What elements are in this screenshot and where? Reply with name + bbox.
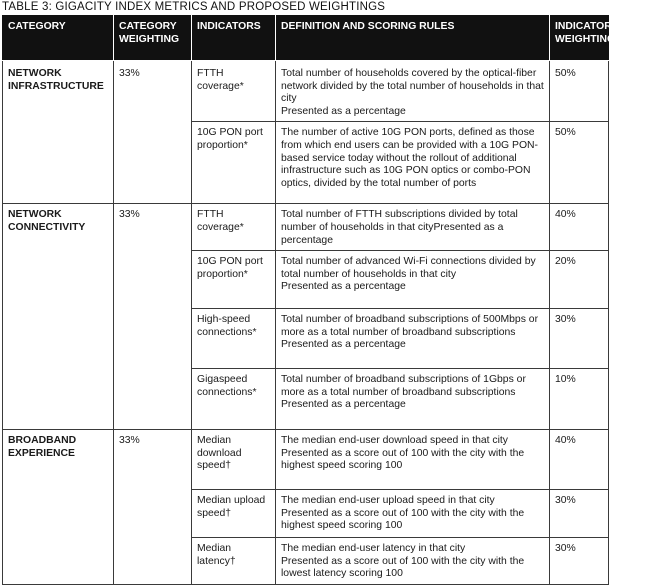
indicator-name: Median upload speed† xyxy=(192,490,276,538)
indicator-weighting: 50% xyxy=(550,61,609,122)
definition-line: Presented as a percentage xyxy=(281,105,406,117)
header-row xyxy=(3,16,609,61)
definition-line: Presented as a score out of 100 with the city with the lowest latency scoring 100 xyxy=(281,555,525,580)
indicator-weighting: 30% xyxy=(550,309,609,369)
indicator-weighting: 30% xyxy=(550,538,609,585)
header-indicators: INDICATORS xyxy=(192,16,276,61)
indicator-weighting: 10% xyxy=(550,369,609,430)
indicator-name: Gigaspeed connections* xyxy=(192,369,276,430)
definition-line: The median end-user latency in that city xyxy=(281,543,466,555)
definition-cell xyxy=(276,369,550,430)
definition-line: The number of active 10G PON ports, defined as those from which end users can be provided with a 10G PON-based service today without the rollout of additional infrastructure such as 10G PON optics or combo-PON optics, divided by the total number of ports xyxy=(281,127,539,189)
definition-cell xyxy=(276,61,550,122)
definition-line: The median end-user download speed in that city xyxy=(281,435,509,447)
indicator-name: FTTH coverage* xyxy=(192,61,276,122)
indicator-weighting: 40% xyxy=(550,430,609,490)
indicator-name: 10G PON port proportion* xyxy=(192,251,276,309)
category-name: NETWORK CONNECTIVITY xyxy=(3,204,114,430)
indicator-weighting: 40% xyxy=(550,204,609,251)
table-title: TABLE 3: GIGACITY INDEX METRICS AND PROPOSED WEIGHTINGS xyxy=(2,1,386,13)
table-row xyxy=(3,430,609,490)
category-weighting: 33% xyxy=(114,61,192,204)
definition-line: Total number of broadband subscriptions of 500Mbps or more as a total number of broadband subscriptions xyxy=(281,314,539,338)
category-name: NETWORK INFRASTRUCTURE xyxy=(3,61,114,204)
indicator-name: 10G PON port proportion* xyxy=(192,122,276,204)
header-definition: DEFINITION AND SCORING RULES xyxy=(276,16,550,61)
definition-cell xyxy=(276,251,550,309)
table-row xyxy=(3,61,609,122)
category-name: BROADBAND EXPERIENCE xyxy=(3,430,114,585)
metrics-table xyxy=(2,15,616,585)
definition-cell xyxy=(276,122,550,204)
indicator-weighting: 30% xyxy=(550,490,609,538)
definition-line: The median end-user upload speed in that city xyxy=(281,495,495,507)
indicator-name: Median latency† xyxy=(192,538,276,585)
definition-line: Presented as a percentage xyxy=(281,399,406,411)
definition-cell xyxy=(276,204,550,251)
definition-cell xyxy=(276,538,550,585)
category-weighting: 33% xyxy=(114,430,192,585)
indicator-weighting: 50% xyxy=(550,122,609,204)
definition-cell xyxy=(276,430,550,490)
definition-line: Total number of households covered by the optical-fiber network divided by the total number of households in that city xyxy=(281,68,544,105)
header-indicator-weighting: INDICATOR WEIGHTING xyxy=(550,16,609,61)
definition-cell xyxy=(276,309,550,369)
definition-line: Total number of advanced Wi-Fi connections divided by total number of households in that city xyxy=(281,256,536,280)
definition-line: Presented as a score out of 100 with the city with the highest speed scoring 100 xyxy=(281,447,525,472)
indicator-weighting: 20% xyxy=(550,251,609,309)
definition-line: Total number of broadband subscriptions of 1Gbps or more as a total number of broadband subscriptions xyxy=(281,374,526,398)
header-category-weighting: CATEGORY WEIGHTING xyxy=(114,16,192,61)
indicator-name: FTTH coverage* xyxy=(192,204,276,251)
indicator-name: Median download speed† xyxy=(192,430,276,490)
definition-line: Presented as a percentage xyxy=(281,339,406,351)
definition-line: Presented as a percentage xyxy=(281,281,406,293)
definition-line: Presented as a score out of 100 with the city with the highest speed scoring 100 xyxy=(281,507,525,532)
definition-line: Total number of FTTH subscriptions divided by total number of households in that cityPresented as a percentage xyxy=(281,209,518,246)
definition-cell xyxy=(276,490,550,538)
table-row xyxy=(3,204,609,251)
category-weighting: 33% xyxy=(114,204,192,430)
header-category: CATEGORY xyxy=(3,16,114,61)
indicator-name: High-speed connections* xyxy=(192,309,276,369)
